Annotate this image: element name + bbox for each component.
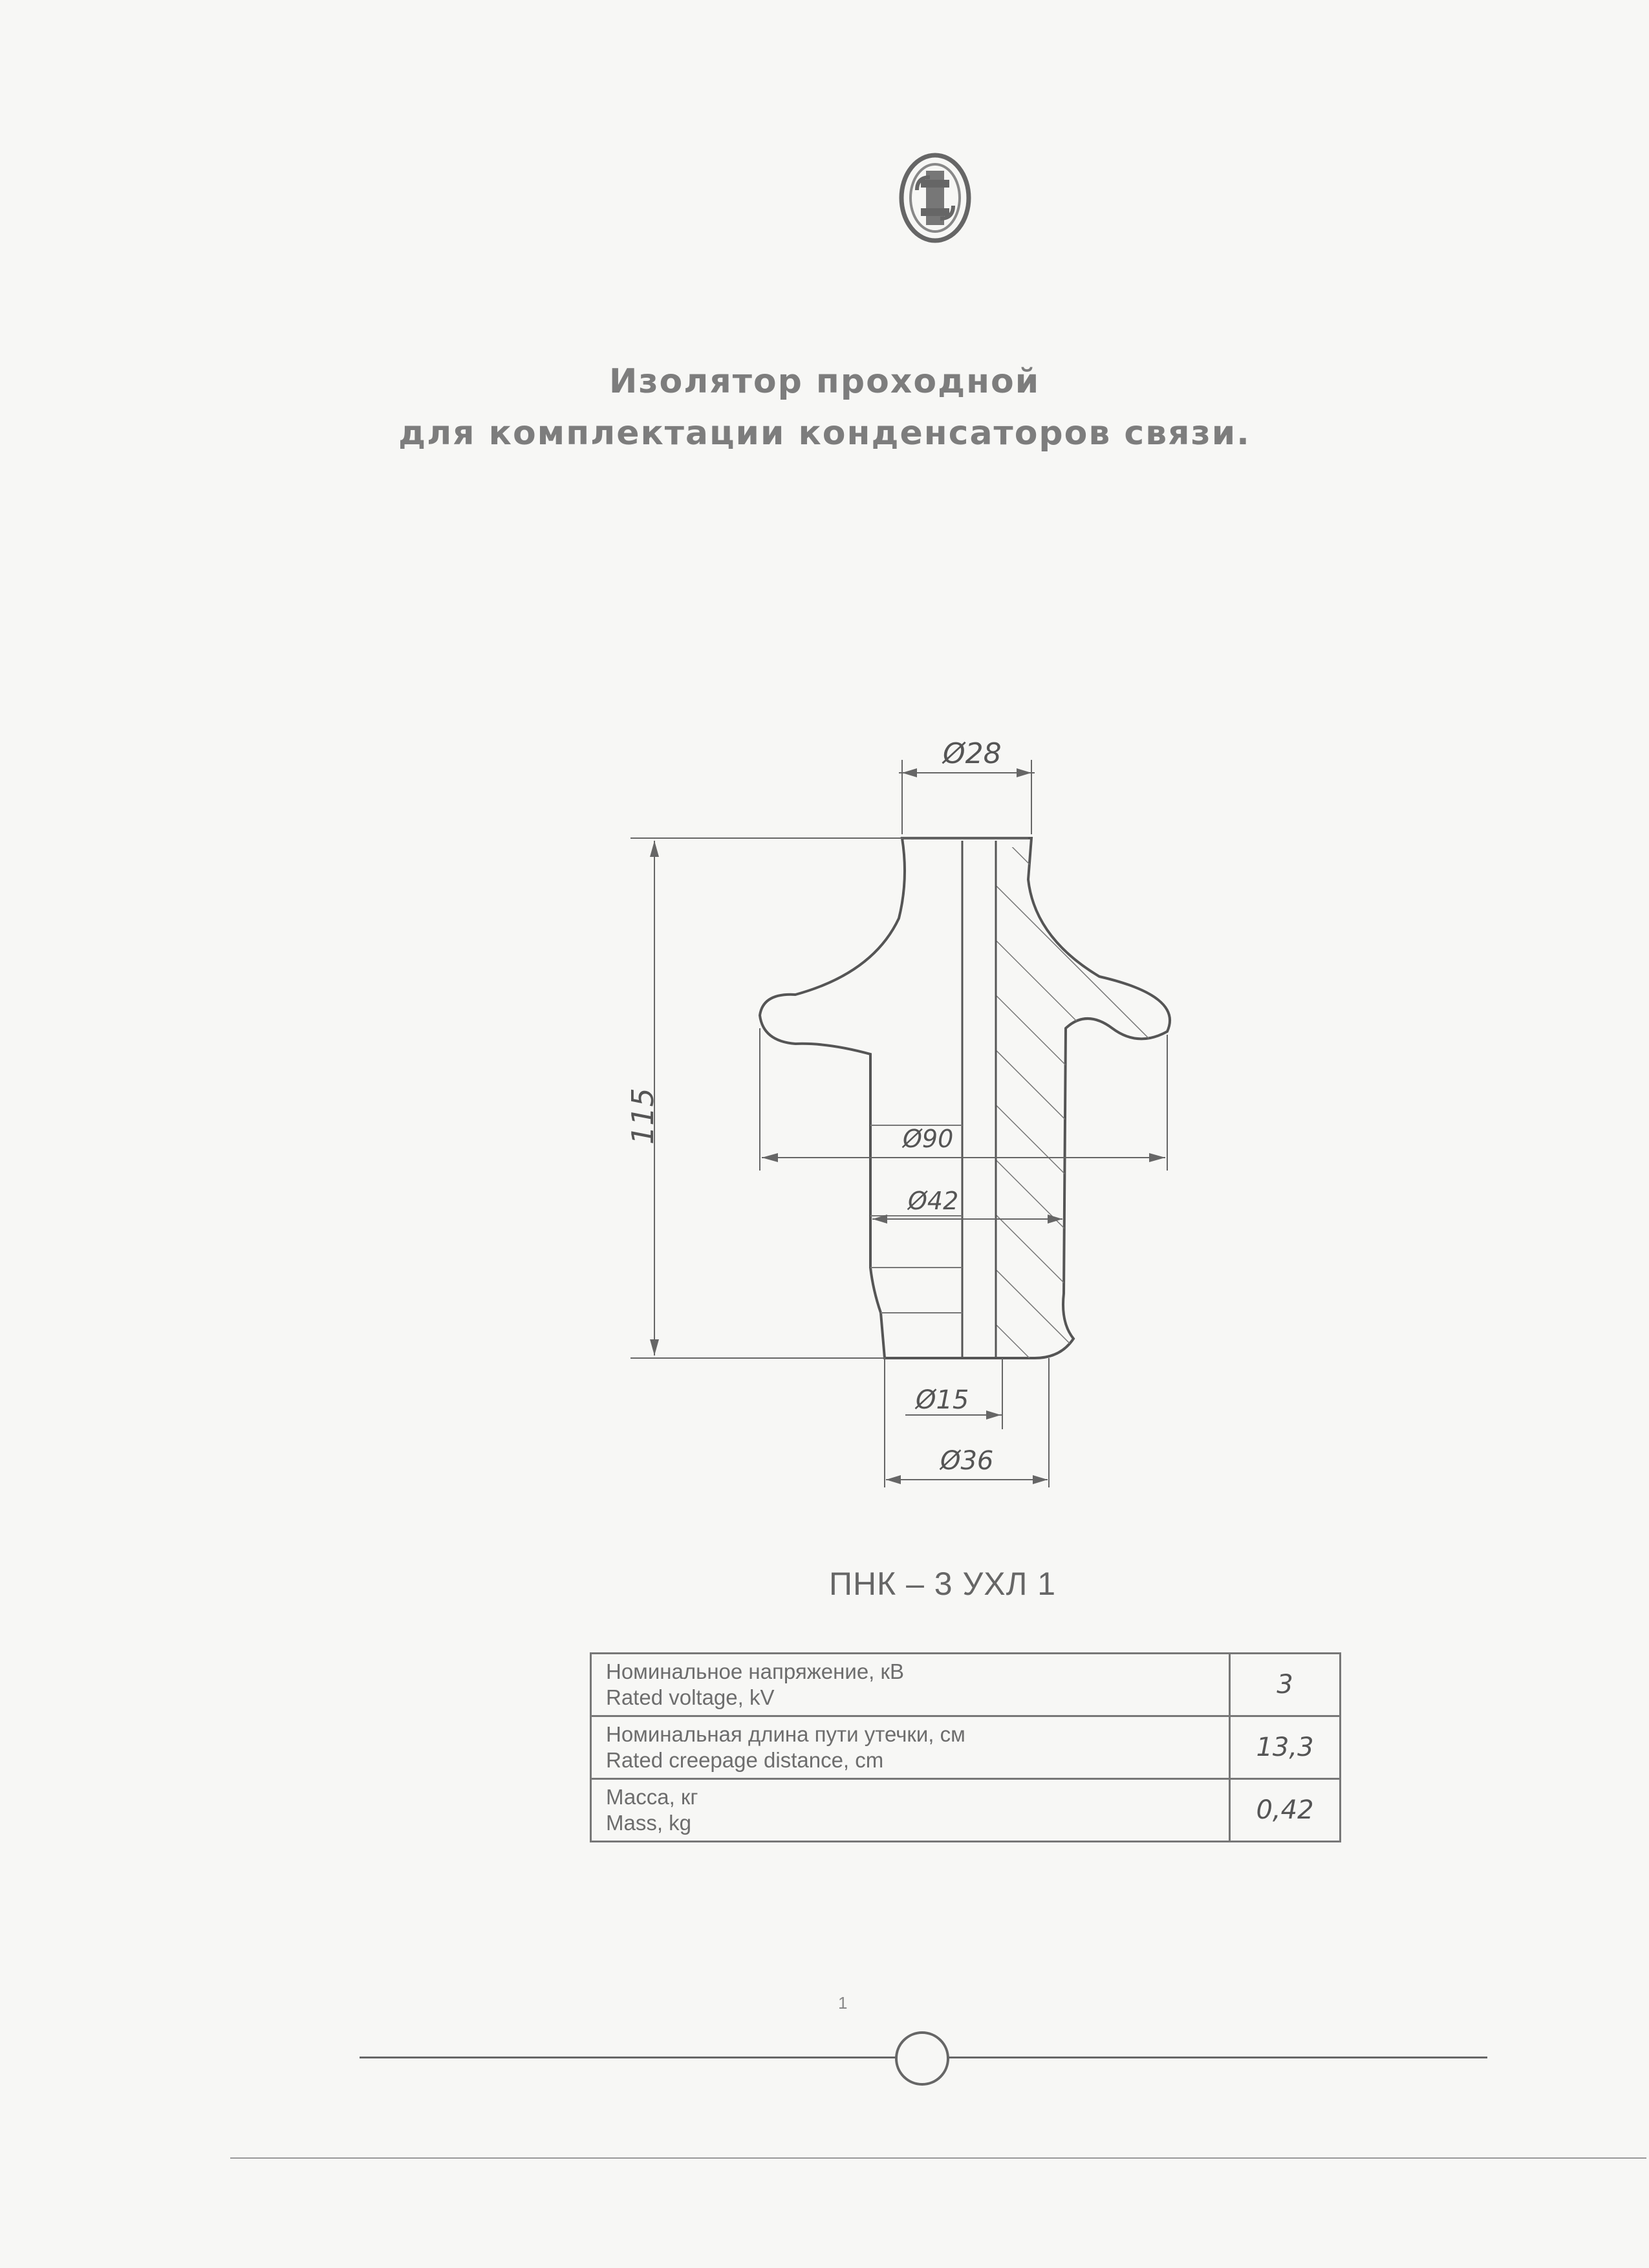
page-number: 1 bbox=[838, 1993, 848, 2013]
dim-height: 115 bbox=[625, 1088, 660, 1145]
dim-bore-diameter: Ø15 bbox=[916, 1385, 969, 1415]
table-row bbox=[591, 1716, 1341, 1779]
document-subtitle: для комплектации конденсаторов связи. bbox=[398, 414, 1251, 453]
table-row bbox=[591, 1779, 1341, 1842]
table-row bbox=[591, 1654, 1341, 1716]
specs-table bbox=[590, 1652, 1341, 1842]
footer-circle-icon bbox=[895, 2031, 949, 2086]
scan-edge-line bbox=[230, 2157, 1646, 2159]
spec-value: 13,3 bbox=[1230, 1716, 1341, 1779]
dim-stem-diameter: Ø42 bbox=[908, 1187, 959, 1215]
model-designation: ПНК – 3 УХЛ 1 bbox=[829, 1566, 1057, 1602]
spec-label: Масса, кг Mass, kg bbox=[591, 1779, 1230, 1842]
insulator-outline bbox=[760, 838, 1170, 1358]
spec-value: 0,42 bbox=[1230, 1779, 1341, 1842]
dim-base-diameter: Ø36 bbox=[940, 1446, 994, 1476]
spec-value: 3 bbox=[1230, 1654, 1341, 1716]
dim-top-diameter: Ø28 bbox=[943, 737, 1002, 770]
dim-shed-diameter: Ø90 bbox=[903, 1125, 954, 1153]
spec-label: Номинальное напряжение, кВ Rated voltage, kV bbox=[591, 1654, 1230, 1716]
spec-label: Номинальная длина пути утечки, см Rated creepage distance, cm bbox=[591, 1716, 1230, 1779]
document-title: Изолятор проходной bbox=[609, 362, 1040, 401]
hatched-section bbox=[996, 847, 1170, 1358]
